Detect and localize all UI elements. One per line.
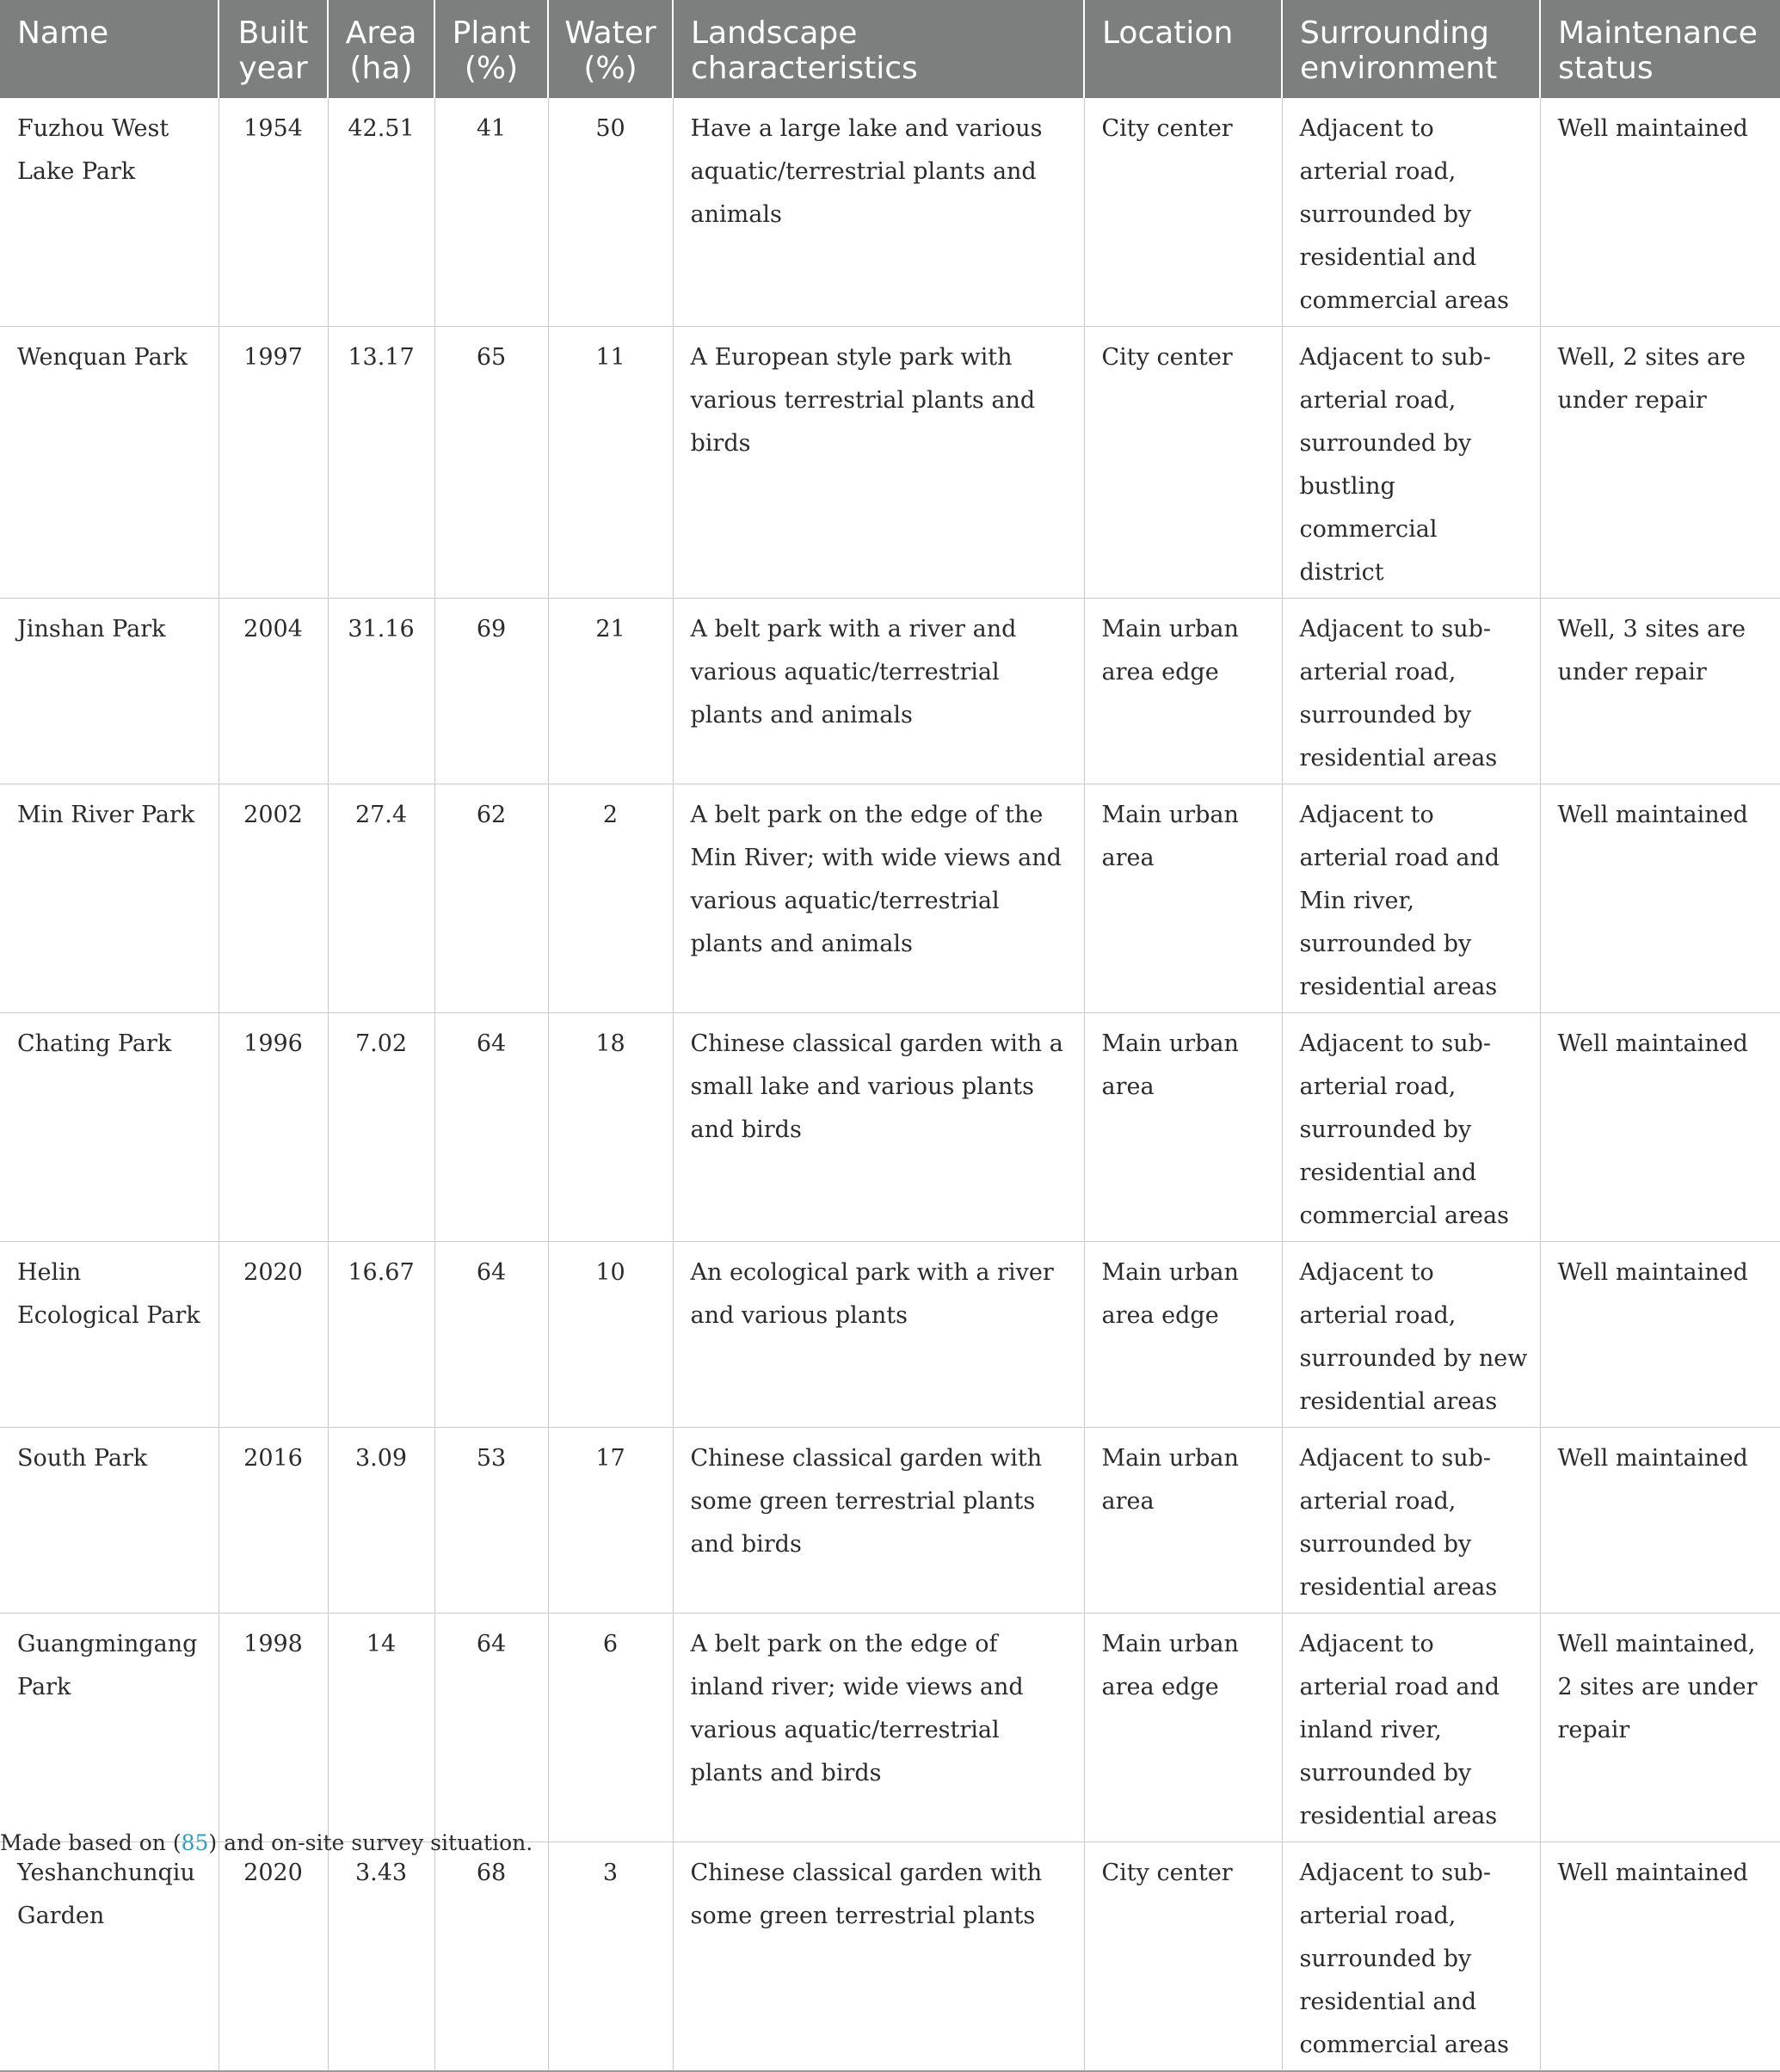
- table-row: [0, 1614, 1780, 1842]
- cell-built-year: 1996: [219, 1013, 328, 1242]
- cell-plant: 41: [434, 98, 548, 327]
- footnote-suffix: ) and on-site survey situation.: [208, 1830, 533, 1855]
- header-water: Water (%): [548, 0, 673, 98]
- cell-plant: 64: [434, 1013, 548, 1242]
- cell-area: 42.51: [328, 98, 434, 327]
- table-row: [0, 1428, 1780, 1614]
- cell-maintenance: Well maintained: [1540, 1242, 1780, 1428]
- header-area: Area (ha): [328, 0, 434, 98]
- cell-plant: 69: [434, 599, 548, 784]
- cell-name: Yeshanchunqiu Garden: [0, 1842, 219, 2072]
- cell-landscape: A belt park on the edge of the Min River; with wide views and various aquatic/terrestrial plants and animals: [673, 784, 1084, 1013]
- cell-plant: 65: [434, 327, 548, 599]
- header-location: Location: [1084, 0, 1282, 98]
- cell-name: Chating Park: [0, 1013, 219, 1242]
- cell-plant: 53: [434, 1428, 548, 1614]
- cell-name: Min River Park: [0, 784, 219, 1013]
- cell-area: 14: [328, 1614, 434, 1842]
- cell-surrounding: Adjacent to sub-arterial road, surrounded by residential and commercial areas: [1282, 1842, 1540, 2072]
- cell-surrounding: Adjacent to sub-arterial road, surrounded by bustling commercial district: [1282, 327, 1540, 599]
- cell-plant: 64: [434, 1242, 548, 1428]
- cell-plant: 64: [434, 1614, 548, 1842]
- cell-water: 10: [548, 1242, 673, 1428]
- cell-water: 17: [548, 1428, 673, 1614]
- cell-location: City center: [1084, 1842, 1282, 2072]
- cell-maintenance: Well maintained: [1540, 784, 1780, 1013]
- cell-maintenance: Well maintained, 2 sites are under repair: [1540, 1614, 1780, 1842]
- cell-area: 3.09: [328, 1428, 434, 1614]
- cell-built-year: 2004: [219, 599, 328, 784]
- cell-surrounding: Adjacent to arterial road and inland river, surrounded by residential areas: [1282, 1614, 1540, 1842]
- cell-landscape: Chinese classical garden with some green terrestrial plants and birds: [673, 1428, 1084, 1614]
- cell-built-year: 2016: [219, 1428, 328, 1614]
- footnote-reference-link[interactable]: 85: [181, 1830, 209, 1855]
- cell-landscape: An ecological park with a river and various plants: [673, 1242, 1084, 1428]
- cell-area: 27.4: [328, 784, 434, 1013]
- cell-water: 2: [548, 784, 673, 1013]
- cell-maintenance: Well, 3 sites are under repair: [1540, 599, 1780, 784]
- cell-location: Main urban area edge: [1084, 1242, 1282, 1428]
- table-row: [0, 98, 1780, 327]
- table-row: [0, 599, 1780, 784]
- cell-maintenance: Well maintained: [1540, 1428, 1780, 1614]
- header-maintenance: Maintenance status: [1540, 0, 1780, 98]
- header-built-year: Built year: [219, 0, 328, 98]
- cell-name: Jinshan Park: [0, 599, 219, 784]
- cell-location: Main urban area: [1084, 1428, 1282, 1614]
- cell-water: 6: [548, 1614, 673, 1842]
- cell-maintenance: Well, 2 sites are under repair: [1540, 327, 1780, 599]
- cell-built-year: 2020: [219, 1842, 328, 2072]
- cell-built-year: 2002: [219, 784, 328, 1013]
- cell-surrounding: Adjacent to sub-arterial road, surrounded by residential areas: [1282, 1428, 1540, 1614]
- cell-built-year: 1954: [219, 98, 328, 327]
- cell-area: 13.17: [328, 327, 434, 599]
- header-landscape: Landscape characteristics: [673, 0, 1084, 98]
- cell-water: 21: [548, 599, 673, 784]
- cell-name: Wenquan Park: [0, 327, 219, 599]
- cell-landscape: Chinese classical garden with some green terrestrial plants: [673, 1842, 1084, 2072]
- cell-built-year: 1998: [219, 1614, 328, 1842]
- cell-built-year: 2020: [219, 1242, 328, 1428]
- header-surrounding: Surrounding environment: [1282, 0, 1540, 98]
- header-plant: Plant (%): [434, 0, 548, 98]
- cell-area: 31.16: [328, 599, 434, 784]
- table-row: [0, 327, 1780, 599]
- cell-maintenance: Well maintained: [1540, 98, 1780, 327]
- cell-area: 7.02: [328, 1013, 434, 1242]
- cell-name: Guangmingang Park: [0, 1614, 219, 1842]
- table-footnote: [0, 1830, 533, 1855]
- cell-location: City center: [1084, 98, 1282, 327]
- cell-landscape: A belt park on the edge of inland river; wide views and various aquatic/terrestrial plants and birds: [673, 1614, 1084, 1842]
- cell-surrounding: Adjacent to arterial road and Min river, surrounded by residential areas: [1282, 784, 1540, 1013]
- cell-landscape: A belt park with a river and various aquatic/terrestrial plants and animals: [673, 599, 1084, 784]
- cell-location: Main urban area edge: [1084, 1614, 1282, 1842]
- cell-location: Main urban area edge: [1084, 599, 1282, 784]
- cell-location: Main urban area: [1084, 1013, 1282, 1242]
- cell-landscape: Chinese classical garden with a small lake and various plants and birds: [673, 1013, 1084, 1242]
- cell-water: 18: [548, 1013, 673, 1242]
- table-header: [0, 0, 1780, 98]
- cell-location: City center: [1084, 327, 1282, 599]
- table-row: [0, 1013, 1780, 1242]
- cell-surrounding: Adjacent to sub-arterial road, surrounded by residential and commercial areas: [1282, 1013, 1540, 1242]
- cell-surrounding: Adjacent to sub-arterial road, surrounded by residential areas: [1282, 599, 1540, 784]
- cell-water: 11: [548, 327, 673, 599]
- table-body: [0, 98, 1780, 2071]
- cell-landscape: A European style park with various terrestrial plants and birds: [673, 327, 1084, 599]
- cell-area: 3.43: [328, 1842, 434, 2072]
- header-name: Name: [0, 0, 219, 98]
- cell-name: Helin Ecological Park: [0, 1242, 219, 1428]
- cell-plant: 68: [434, 1842, 548, 2072]
- cell-built-year: 1997: [219, 327, 328, 599]
- cell-name: South Park: [0, 1428, 219, 1614]
- cell-maintenance: Well maintained: [1540, 1013, 1780, 1242]
- cell-surrounding: Adjacent to arterial road, surrounded by new residential areas: [1282, 1242, 1540, 1428]
- header-row: [0, 0, 1780, 98]
- cell-location: Main urban area: [1084, 784, 1282, 1013]
- cell-water: 3: [548, 1842, 673, 2072]
- cell-maintenance: Well maintained: [1540, 1842, 1780, 2072]
- footnote-prefix: Made based on (: [0, 1830, 182, 1855]
- cell-water: 50: [548, 98, 673, 327]
- table-row: [0, 784, 1780, 1013]
- cell-name: Fuzhou West Lake Park: [0, 98, 219, 327]
- cell-surrounding: Adjacent to arterial road, surrounded by residential and commercial areas: [1282, 98, 1540, 327]
- cell-plant: 62: [434, 784, 548, 1013]
- table-row: [0, 1842, 1780, 2072]
- table-row: [0, 1242, 1780, 1428]
- cell-area: 16.67: [328, 1242, 434, 1428]
- cell-landscape: Have a large lake and various aquatic/terrestrial plants and animals: [673, 98, 1084, 327]
